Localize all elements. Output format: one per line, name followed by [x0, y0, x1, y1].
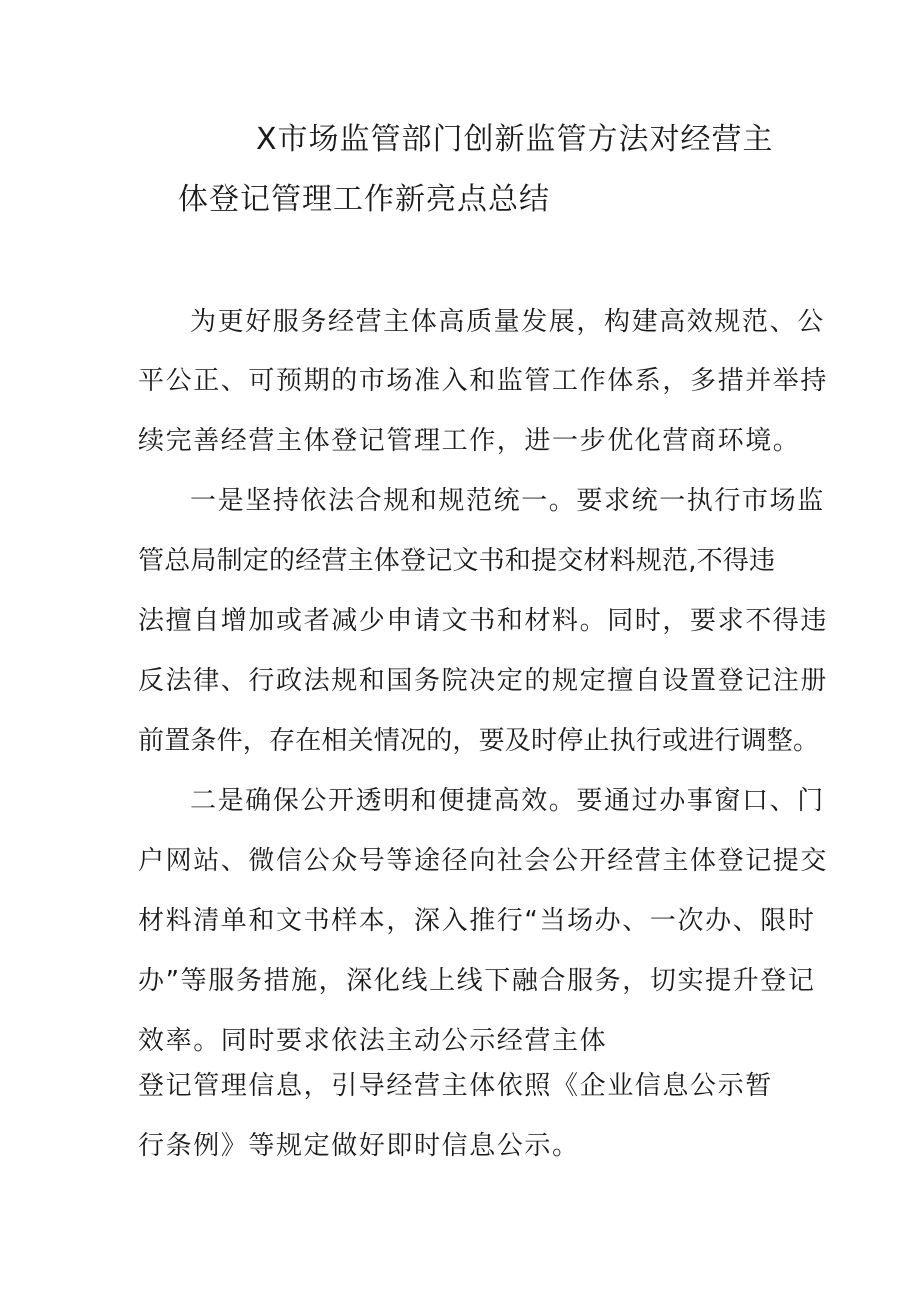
document-title-line-2: 体登记管理工作新亮点总结: [178, 182, 550, 217]
document-title-line-1: X市场监管部门创新监管方法对经营主: [256, 122, 774, 157]
body-line: 反法律、行政法规和国务院决定的规定擅自设置登记注册: [138, 666, 829, 696]
body-line: 办”等服务措施，深化线上线下融合服务，切实提升登记: [138, 966, 816, 996]
body-line: 平公正、可预期的市场准入和监管工作体系，多措并举持: [138, 366, 829, 396]
body-line: 前置条件，存在相关情况的，要及时停止执行或进行调整。: [138, 726, 820, 756]
body-line: 管总局制定的经营主体登记文书和提交材料规范,不得违: [138, 546, 776, 576]
body-line: 法擅自增加或者减少申请文书和材料。同时，要求不得违: [138, 606, 829, 636]
body-line: 一是坚持依法合规和规范统一。要求统一执行市场监: [190, 486, 825, 516]
body-line: 户网站、微信公众号等途径向社会公开经营主体登记提交: [138, 846, 829, 876]
body-line: 材料清单和文书样本，深入推行“当场办、一次办、限时: [138, 906, 816, 936]
body-line: 行条例》等规定做好即时信息公示。: [138, 1131, 580, 1161]
body-line: 为更好服务经营主体高质量发展，构建高效规范、公: [190, 307, 825, 337]
body-line: 效率。同时要求依法主动公示经营主体: [138, 1026, 608, 1056]
body-line: 续完善经营主体登记管理工作，进一步优化营商环境。: [138, 426, 801, 456]
body-line: 登记管理信息，引导经营主体依照《企业信息公示暂: [138, 1071, 773, 1101]
body-line: 二是确保公开透明和便捷高效。要通过办事窗口、门: [190, 786, 825, 816]
